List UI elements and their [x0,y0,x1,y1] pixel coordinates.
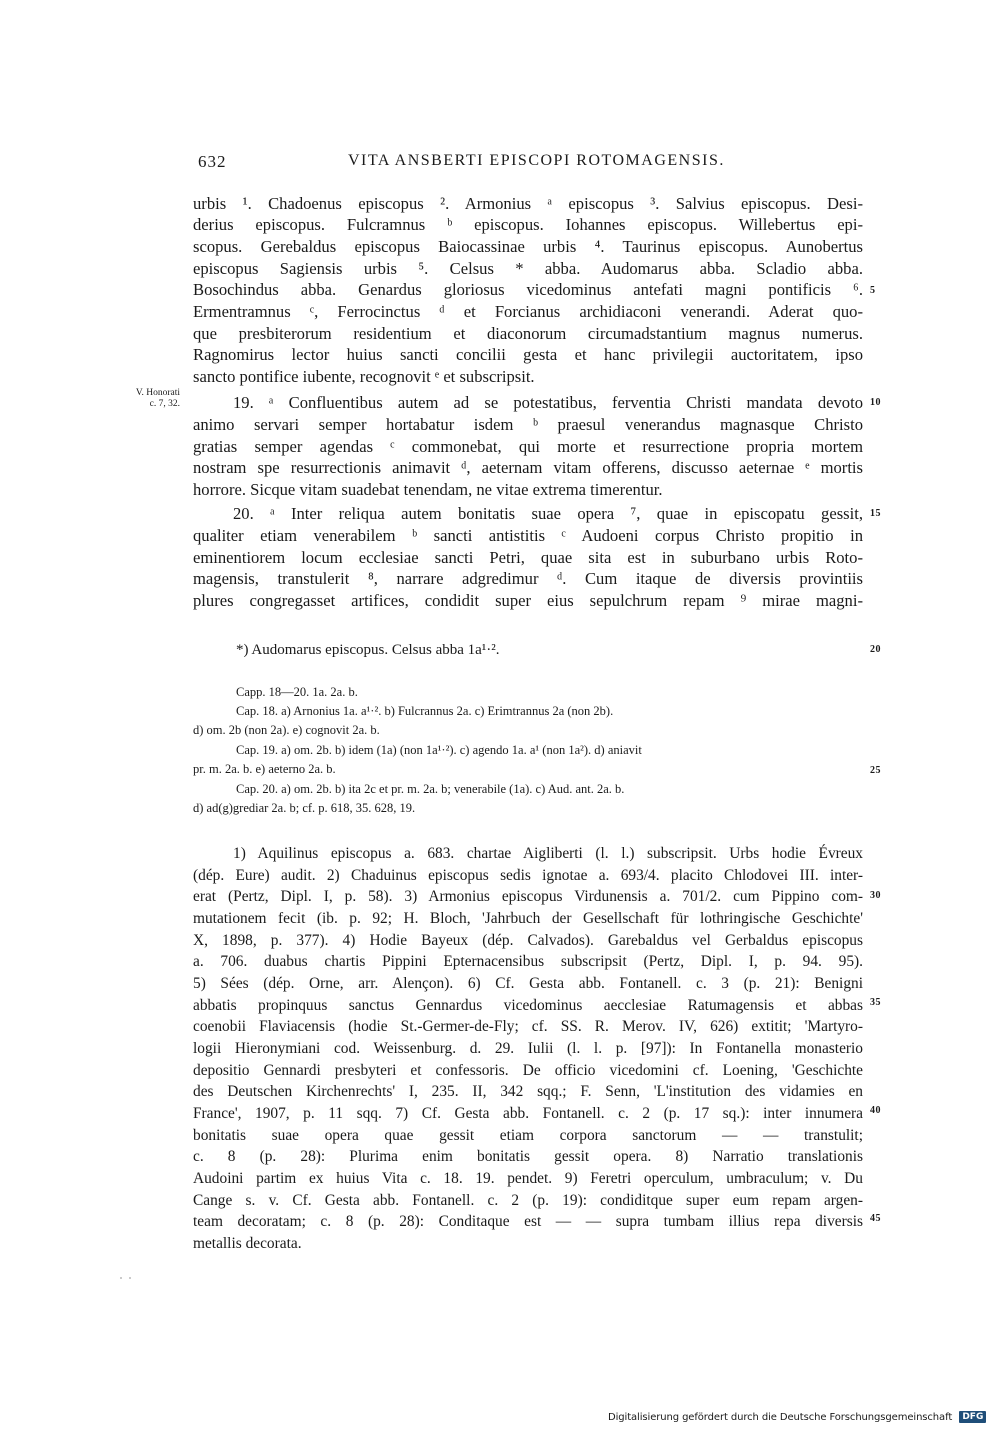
footnote-line: 1) Aquilinus episcopus a. 683. chartae Aigliberti (l. l.) subscripsit. Urbs hodie Évreux [233,845,863,862]
footnote-line: erat (Pertz, Dipl. I, p. 58). 3) Armonius episcopus Virdunensis a. 701/2. cum Pippino com- [193,888,863,905]
line-number: 5 [870,285,876,296]
apparatus-line: Cap. 20. a) om. 2b. b) ita 2c et pr. m. 2a. b; venerabile (1a). c) Aud. ant. 2a. b. [236,782,625,796]
footnote-line: coenobii Flaviacensis (hodie St.-Germer-de-Fly; cf. SS. R. Merov. IV, 626) extitit; 'Martyro- [193,1018,863,1035]
margin-note-line: V. Honorati [135,388,180,398]
footnote-line: metallis decorata. [193,1235,302,1252]
apparatus-line: pr. m. 2a. b. e) aeterno 2a. b. [193,762,336,776]
scan-speck [129,1277,131,1279]
page-number: 632 [198,152,227,171]
line-number: 25 [870,765,881,776]
footnote-line: mutationem fecit (ib. p. 92; H. Bloch, 'Jahrbuch der Gesellschaft für lothringische Geschichte' [193,910,863,927]
footnote-line: c. 8 (p. 28): Plurima enim bonitatis gessit opera. 8) Narratio translationis [193,1148,863,1165]
footnote-line: Audoini partim ex huius Vita c. 18. 19. pendet. 9) Feretri operculum, umbraculum; v. Du [193,1170,863,1187]
footnote-line: France', 1907, p. 11 sqq. 7) Cf. Gesta abb. Fontanell. c. 2 (p. 17 sq.): inter innumera [193,1105,863,1122]
margin-note-line: c. 7, 32. [149,399,180,409]
text-line: animo servari semper hortabatur isdem ᵇ praesul venerandus magnasque Christo [193,415,863,434]
footnote-line: logii Hieronymiani cod. Weissenburg. d. 29. Iulii (l. l. p. [97]): In Fontanella monasterio [193,1040,863,1057]
footnote-line: depositio Gennardi presbyteri et confessoris. De officio vicedomini cf. Loening, 'Geschichte [193,1062,863,1079]
text-line: nostram spe resurrectionis animavit ᵈ, aeternam vitam offerens, discusso aeternae ᵉ mortis [193,458,863,477]
dfg-logo-icon: DFG [959,1411,986,1423]
scan-speck [120,1277,122,1279]
footnote-line: team decoratam; c. 8 (p. 28): Conditaque est — — supra tumbam illius repa diversis [193,1213,863,1230]
text-line: scopus. Gerebaldus episcopus Baiocassinae urbis ⁴. Taurinus episcopus. Aunobertus [193,237,863,256]
text-line: sancto pontifice iubente, recognovit ᵉ et subscripsit. [193,367,535,386]
text-line: plures congregasset artifices, condidit super eius sepulchrum repam ⁹ mirae magni- [193,591,863,610]
apparatus-line: d) om. 2b (non 2a). e) cognovit 2a. b. [193,723,380,737]
star-note: *) Audomarus episcopus. Celsus abba 1a¹·². [236,642,500,658]
text-line: episcopus Sagiensis urbis ⁵. Celsus * abba. Audomarus abba. Scladio abba. [193,259,863,278]
apparatus-line: Cap. 18. a) Arnonius 1a. a¹·². b) Fulcrannus 2a. c) Erimtrannus 2a (non 2b). [236,704,614,718]
line-number: 40 [870,1105,881,1116]
line-number: 30 [870,890,881,901]
text-line: magensis, transtulerit ⁸, narrare adgredimur ᵈ. Cum itaque de diversis provintiis [193,569,863,588]
text-line: horrore. Sicque vitam suadebat tenendam, ne vitae extrema timerentur. [193,480,663,499]
page-header [198,152,866,178]
text-line: qualiter etiam venerabilem ᵇ sancti antistitis ᶜ Audoeni corpus Christo propitio in [193,526,863,545]
text-line: Ragnomirus lector huius sancti concilii gesta et hanc privilegii auctoritatem, ipso [193,345,863,364]
line-number: 10 [870,397,881,408]
digitization-footer [608,1410,984,1426]
text-line: gratias semper agendas ᶜ commonebat, qui morte et resurrectione propria mortem [193,437,863,456]
running-title: VITA ANSBERTI EPISCOPI ROTOMAGENSIS. [348,152,725,169]
text-line: derius episcopus. Fulcramnus ᵇ episcopus. Iohannes episcopus. Willebertus epi- [193,215,863,234]
margin-note [110,388,180,410]
text-line: que presbiterorum residentium et diaconorum circumadstantium magnus numerus. [193,324,863,343]
footer-text: Digitalisierung gefördert durch die Deutsche Forschungsgemeinschaft [608,1412,953,1423]
line-number: 15 [870,508,881,519]
line-number: 20 [870,644,881,655]
footnote-line: a. 706. duabus chartis Pippini Epternacensibus subscripsit (Pertz, Dipl. I, p. 94. 95). [193,953,863,970]
text-line: eminentiorem locum ecclesiae sancti Petri, quae sita est in suburbano urbis Roto- [193,548,863,567]
footnote-line: X, 1898, p. 377). 4) Hodie Bayeux (dép. Calvados). Garebaldus vel Gerbaldus episcopus [193,932,863,949]
line-number: 45 [870,1213,881,1224]
apparatus-line: d) ad(g)grediar 2a. b; cf. p. 618, 35. 628, 19. [193,801,416,815]
footnote-line: 5) Sées (dép. Orne, arr. Alençon). 6) Cf. Gesta abb. Fontanell. c. 3 (p. 21): Benigni [193,975,863,992]
chapter-19-start: 19. ᵃ Confluentibus autem ad se potestatibus, ferventia Christi mandata devoto [233,393,863,412]
apparatus-line: Capp. 18—20. 1a. 2a. b. [236,685,358,699]
text-line: Bosochindus abba. Genardus gloriosus vicedominus antefati magni pontificis ⁶. [193,280,863,299]
text-line: Ermentramnus ᶜ, Ferrocinctus ᵈ et Forcianus archidiaconi venerandi. Aderat quo- [193,302,863,321]
footnote-line: Cange s. v. Cf. Gesta abb. Fontanell. c. 2 (p. 19): condiditque super eum repam argen- [193,1192,863,1209]
footnote-line: des Deutschen Kirchenrechts' I, 235. II, 342 sqq.; F. Senn, 'L'institution des vidamies en [193,1083,863,1100]
footnote-line: (dép. Eure) audit. 2) Chaduinus episcopus sedis ignotae a. 693/4. placito Chlodovei III. inter- [193,867,863,884]
line-number: 35 [870,997,881,1008]
text-line: urbis ¹. Chadoenus episcopus ². Armonius ᵃ episcopus ³. Salvius episcopus. Desi- [193,194,863,213]
footnote-line: abbatis propinquus sanctus Gennardus vicedominus aecclesiae Ratumagensis et abbas [193,997,863,1014]
apparatus-line: Cap. 19. a) om. 2b. b) idem (1a) (non 1a¹·²). c) agendo 1a. a¹ (non 1a²). d) aniavit [236,743,642,757]
footnote-line: bonitatis suae opera quae gessit etiam corpora sanctorum — — transtulit; [193,1127,863,1144]
chapter-20-start: 20. ᵃ Inter reliqua autem bonitatis suae opera ⁷, quae in episcopatu gessit, [233,504,863,523]
